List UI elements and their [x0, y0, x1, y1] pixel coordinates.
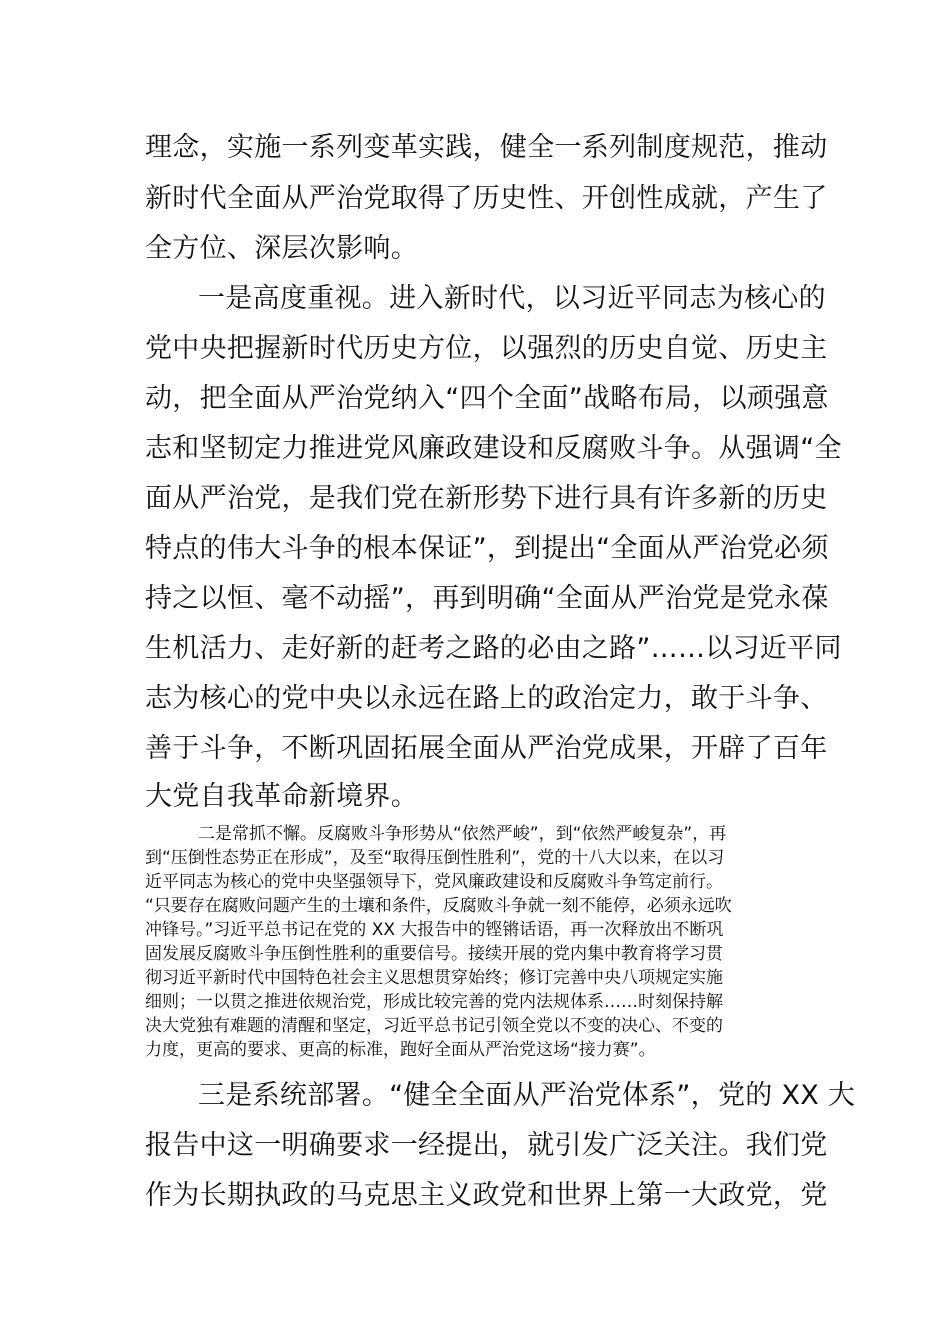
paragraph-3-line-4: “只要存在腐败问题产生的土壤和条件，反腐败斗争就一刻不能停，必须永远吹 — [145, 896, 732, 916]
paragraph-3-line-2: 到“压倒性态势正在形成”，及至“取得压倒性胜利”，党的十八大以来，在以习 — [145, 848, 725, 868]
paragraph-2-line-5: 面从严治党，是我们党在新形势下进行具有许多新的历史 — [145, 483, 828, 514]
paragraph-3-line-9: 决大党独有难题的清醒和坚定，习近平总书记引领全党以不变的决心、不变的 — [145, 1016, 723, 1036]
paragraph-1-line-1: 理念，实施一系列变革实践，健全一系列制度规范，推动 — [145, 132, 828, 163]
paragraph-3-line-6: 固发展反腐败斗争压倒性胜利的重要信号。接续开展的党内集中教育将学习贯 — [145, 944, 723, 964]
paragraph-2-line-9: 志为核心的党中央以永远在路上的政治定力，敢于斗争、 — [145, 683, 828, 714]
paragraph-3-line-7: 彻习近平新时代中国特色社会主义思想贯穿始终；修订完善中央八项规定实施 — [145, 968, 723, 988]
paragraph-2-line-4: 志和坚韧定力推进党风廉政建设和反腐败斗争。从强调“全 — [145, 433, 842, 464]
paragraph-2-line-6: 特点的伟大斗争的根本保证”，到提出“全面从严治党必须 — [145, 533, 829, 564]
paragraph-3-line-5: 冲锋号。”习近平总书记在党的 XX 大报告中的铿锵话语，再一次释放出不断巩 — [145, 920, 724, 940]
paragraph-3-line-3: 近平同志为核心的党中央坚强领导下，党风廉政建设和反腐败斗争笃定前行。 — [145, 872, 723, 892]
paragraph-3-line-10: 力度，更高的要求、更高的标准，跑好全面从严治党这场“接力赛”。 — [145, 1040, 656, 1060]
paragraph-2-line-1: 一是高度重视。进入新时代，以习近平同志为核心的 — [198, 283, 826, 314]
paragraph-1-line-3: 全方位、深层次影响。 — [145, 233, 418, 264]
paragraph-3-line-1: 二是常抓不懈。反腐败斗争形势从“依然严峻”，到“依然严峻复杂”，再 — [198, 824, 727, 844]
paragraph-3-line-8: 细则；一以贯之推进依规治党，形成比较完善的党内法规体系……时刻保持解 — [145, 992, 723, 1012]
paragraph-2-line-2: 党中央把握新时代历史方位，以强烈的历史自觉、历史主 — [145, 333, 828, 364]
paragraph-2-line-8: 生机活力、走好新的赶考之路的必由之路”……以习近平同 — [145, 633, 842, 664]
paragraph-2-line-7: 持之以恒、毫不动摇”，再到明确“全面从严治党是党永葆 — [145, 583, 829, 614]
paragraph-2-line-11: 大党自我革命新境界。 — [145, 781, 418, 812]
paragraph-1-line-2: 新时代全面从严治党取得了历史性、开创性成就，产生了 — [145, 183, 828, 214]
paragraph-4-line-2: 报告中这一明确要求一经提出，就引发广泛关注。我们党 — [145, 1130, 828, 1161]
paragraph-2-line-10: 善于斗争，不断巩固拓展全面从严治党成果，开辟了百年 — [145, 733, 828, 764]
paragraph-4-line-1: 三是系统部署。“健全全面从严治党体系”，党的 XX 大 — [198, 1080, 856, 1111]
paragraph-2-line-3: 动，把全面从严治党纳入“四个全面”战略布局，以顽强意 — [145, 383, 829, 414]
paragraph-4-line-3: 作为长期执政的马克思主义政党和世界上第一大政党，党 — [145, 1180, 828, 1211]
